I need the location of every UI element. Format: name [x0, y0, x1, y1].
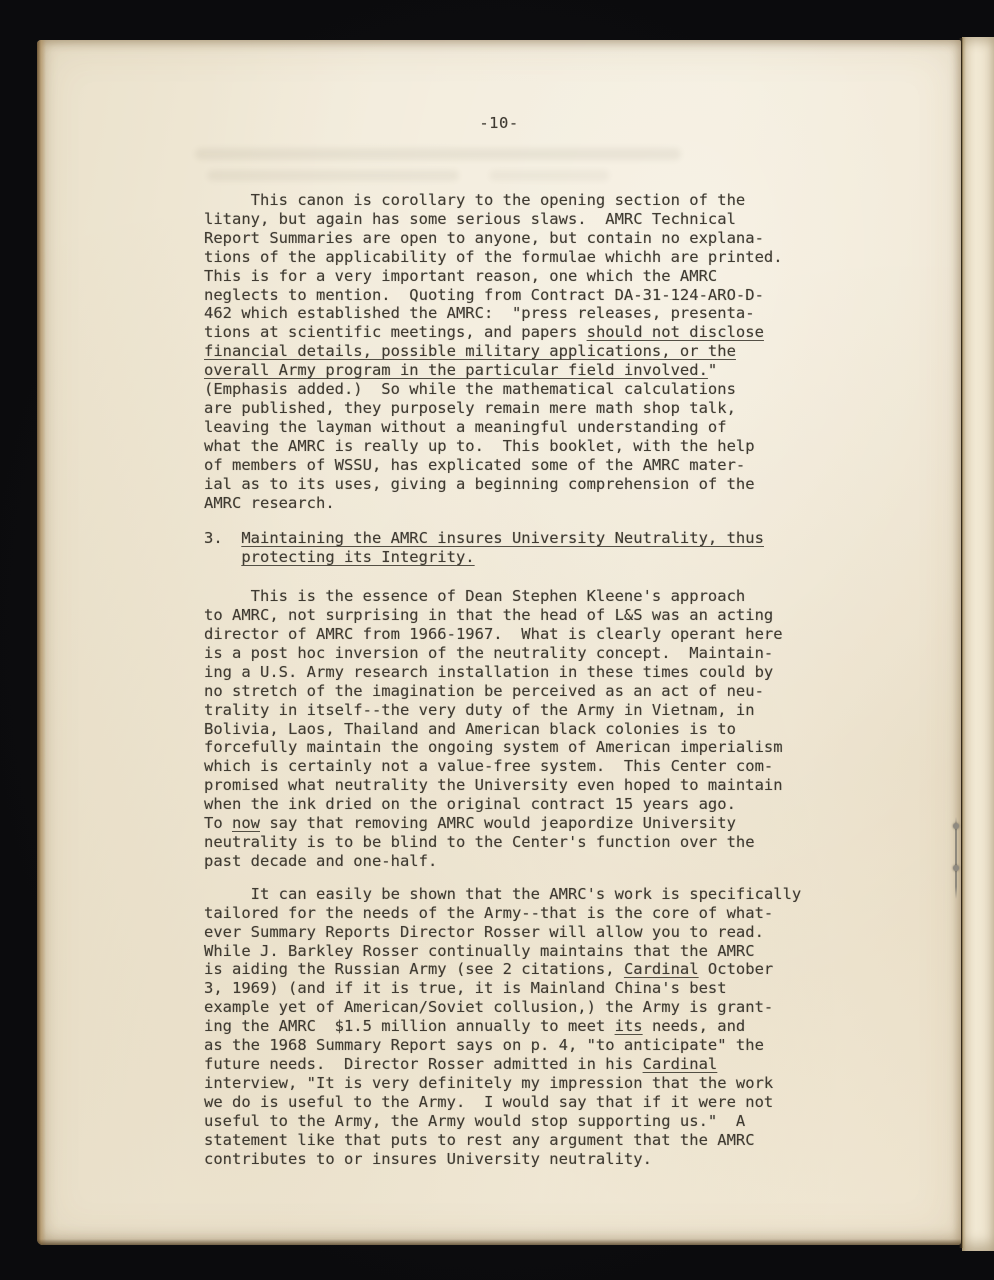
text-line: [204, 342, 864, 361]
underlined-text: overall Army program in the particular field involved.: [204, 361, 708, 380]
document-page: [37, 40, 961, 1245]
stitch-knot: [953, 865, 959, 871]
text-line: [204, 456, 864, 475]
text-segment: as the 1968 Summary Report says on p. 4, "to anticipate" the: [204, 1036, 764, 1055]
text-line: [204, 418, 864, 437]
text-segment: leaving the layman without a meaningful understanding of: [204, 417, 727, 436]
text-segment: To: [204, 814, 232, 833]
text-segment: 3, 1969) (and if it is true, it is Mainland China's best: [204, 979, 727, 998]
text-line: [204, 757, 864, 776]
text-line: [204, 286, 864, 305]
text-line: [204, 1074, 864, 1093]
text-line: [204, 885, 864, 904]
text-line: [204, 1055, 864, 1074]
paragraph-1: [204, 191, 864, 512]
text-line: [204, 663, 864, 682]
text-line: [204, 833, 864, 852]
text-line: [204, 1093, 864, 1112]
text-line: [204, 795, 864, 814]
next-page-edge: [962, 37, 994, 1251]
text-line: [204, 229, 864, 248]
text-line: [204, 380, 864, 399]
text-segment: forcefully maintain the ongoing system of American imperialism: [204, 738, 783, 757]
bleed-through-ghost-line: [489, 170, 609, 181]
text-line: [204, 191, 864, 210]
text-line: [204, 1017, 864, 1036]
text-line: [204, 1036, 864, 1055]
section-heading-3: [204, 529, 864, 567]
text-segment: ing a U.S. Army research installation in these times could by: [204, 662, 774, 681]
text-line: [204, 625, 864, 644]
text-segment: ing the AMRC $1.5 million annually to meet: [204, 1017, 615, 1036]
text-line: [204, 701, 864, 720]
text-segment: October: [698, 960, 774, 979]
text-line: [204, 852, 864, 871]
text-segment: which is certainly not a value-free system. This Center com-: [204, 757, 774, 776]
text-line: [204, 548, 864, 567]
text-segment: is a post hoc inversion of the neutrality concept. Maintain-: [204, 643, 774, 662]
text-line: [204, 494, 864, 513]
text-segment: While J. Barkley Rosser continually maintains that the AMRC: [204, 941, 755, 960]
text-segment: Bolivia, Laos, Thailand and American black colonies is to: [204, 719, 736, 738]
text-segment: tailored for the needs of the Army--that is the core of what-: [204, 903, 774, 922]
text-segment: This canon is corollary to the opening section of the: [204, 191, 746, 209]
text-line: [204, 210, 864, 229]
text-line: [204, 248, 864, 267]
underlined-text: Maintaining the AMRC insures University Neutrality, thus: [241, 529, 764, 548]
text-line: [204, 682, 864, 701]
text-segment: are published, they purposely remain mere math shop talk,: [204, 398, 736, 417]
text-segment: tions at scientific meetings, and papers: [204, 323, 587, 342]
text-line: [204, 814, 864, 833]
text-segment: neutrality is to be blind to the Center's function over the: [204, 833, 755, 851]
text-segment: neglects to mention. Quoting from Contract DA-31-124-ARO-D-: [204, 285, 764, 304]
text-segment: It can easily be shown that the AMRC's work is specifically: [204, 884, 802, 903]
text-segment: needs, and: [642, 1017, 746, 1036]
text-segment: past decade and one-half.: [204, 851, 438, 870]
text-segment: useful to the Army, the Army would stop supporting us." A: [204, 1111, 746, 1130]
text-line: [204, 267, 864, 286]
page-left-edge: [37, 40, 46, 1245]
text-segment: tions of the applicability of the formulae whichh are printed.: [204, 247, 783, 266]
text-line: [204, 587, 864, 606]
underlined-text: Cardinal: [642, 1054, 718, 1073]
text-segment: what the AMRC is really up to. This booklet, with the help: [204, 436, 755, 455]
text-segment: director of AMRC from 1966-1967. What is clearly operant here: [204, 625, 783, 644]
text-segment: we do is useful to the Army. I would say that if it were not: [204, 1092, 774, 1111]
text-line: [204, 399, 864, 418]
text-segment: ": [707, 361, 718, 380]
underlined-text: its: [614, 1017, 643, 1036]
text-line: [204, 998, 864, 1017]
text-segment: ial as to its uses, giving a beginning comprehension of the: [204, 474, 755, 493]
text-segment: of members of WSSU, has explicated some of the AMRC mater-: [204, 455, 746, 474]
text-line: [204, 923, 864, 942]
text-segment: interview, "It is very definitely my impression that the work: [204, 1073, 774, 1092]
text-line: [204, 776, 864, 795]
text-line: [204, 942, 864, 961]
text-line: [204, 304, 864, 323]
text-line: [204, 529, 864, 548]
text-segment: contributes to or insures University neutrality.: [204, 1149, 652, 1168]
bleed-through-ghost-line: [195, 148, 681, 160]
text-segment: trality in itself--the very duty of the Army in Vietnam, in: [204, 700, 755, 719]
text-segment: no stretch of the imagination be perceived as an act of neu-: [204, 681, 764, 700]
text-segment: statement like that puts to rest any argument that the AMRC: [204, 1130, 755, 1149]
text-line: [204, 738, 864, 757]
text-line: [204, 475, 864, 494]
text-segment: [204, 548, 241, 566]
text-line: [204, 960, 864, 979]
text-segment: 3.: [204, 529, 242, 548]
underlined-text: protecting its Integrity.: [241, 548, 475, 567]
text-line: [204, 1131, 864, 1150]
text-segment: This is for a very important reason, one which the AMRC: [204, 266, 718, 285]
underlined-text: financial details, possible military applications, or the: [204, 342, 736, 361]
paragraph-2: [204, 587, 864, 871]
text-line: [204, 979, 864, 998]
text-line: [204, 606, 864, 625]
binding-stitch-thread: [955, 817, 957, 899]
text-line: [204, 1150, 864, 1169]
text-segment: is aiding the Russian Army (see 2 citations,: [204, 960, 624, 979]
underlined-text: Cardinal: [623, 960, 699, 979]
text-line: [204, 644, 864, 663]
text-segment: AMRC research.: [204, 493, 335, 512]
document-text-body: [204, 191, 864, 1182]
stitch-knot: [953, 823, 959, 829]
page-bottom-edge: [37, 1239, 961, 1245]
text-segment: litany, but again has some serious slaws. AMRC Technical: [204, 209, 736, 228]
text-segment: (Emphasis added.) So while the mathematical calculations: [204, 380, 736, 399]
text-line: [204, 323, 864, 342]
page-number: -10-: [479, 114, 519, 132]
text-line: [204, 437, 864, 456]
paragraph-3: [204, 885, 864, 1169]
text-line: [204, 904, 864, 923]
text-segment: when the ink dried on the original contract 15 years ago.: [204, 795, 736, 814]
text-line: [204, 720, 864, 739]
underlined-text: should not disclose: [586, 323, 764, 342]
text-segment: 462 which established the AMRC: "press releases, presenta-: [204, 304, 755, 323]
text-segment: ever Summary Reports Director Rosser will allow you to read.: [204, 922, 764, 941]
text-segment: example yet of American/Soviet collusion,) the Army is grant-: [204, 998, 774, 1017]
underlined-text: now: [232, 814, 260, 833]
text-segment: promised what neutrality the University even hoped to maintain: [204, 776, 783, 795]
text-segment: future needs. Director Rosser admitted in his: [204, 1054, 643, 1073]
bleed-through-ghost-line: [207, 170, 459, 181]
text-segment: Report Summaries are open to anyone, but contain no explana-: [204, 228, 764, 247]
text-line: [204, 361, 864, 380]
text-segment: This is the essence of Dean Stephen Kleene's approach: [204, 587, 746, 606]
text-segment: say that removing AMRC would jeapordize University: [260, 814, 736, 833]
text-line: [204, 1112, 864, 1131]
text-segment: to AMRC, not surprising in that the head of L&S was an acting: [204, 606, 774, 625]
